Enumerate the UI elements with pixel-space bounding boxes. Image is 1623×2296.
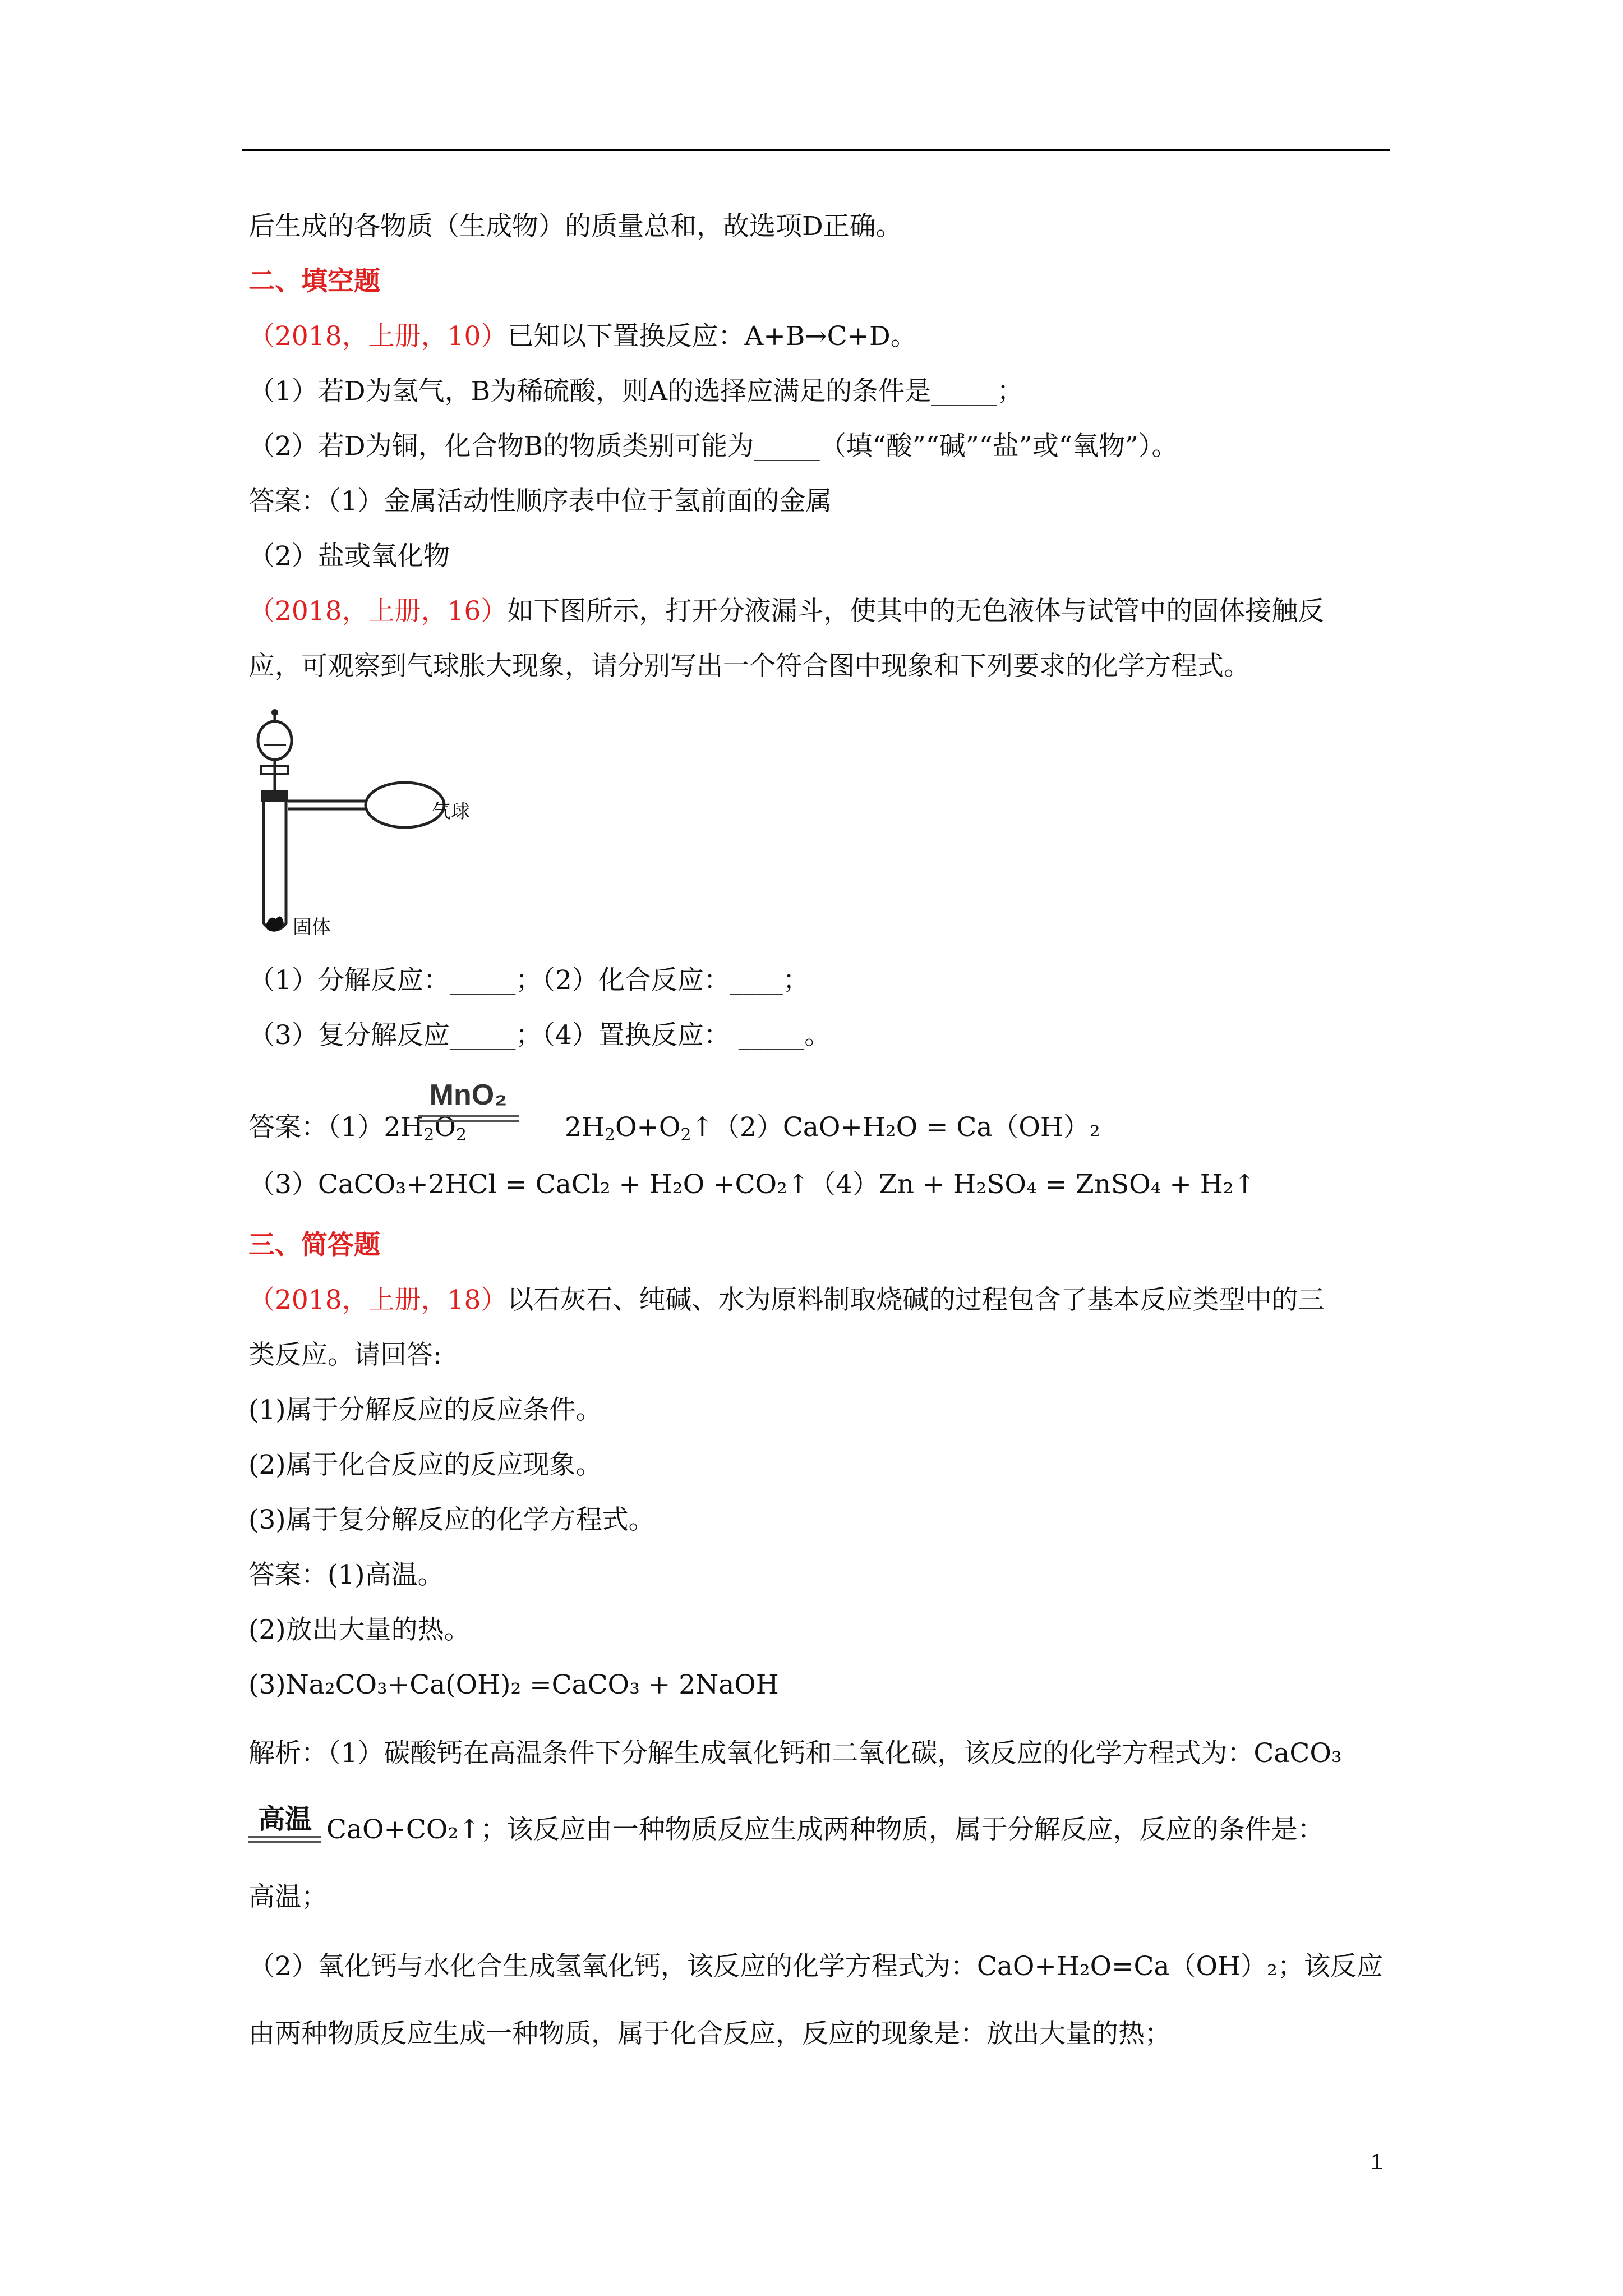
question-text: 已知以下置换反应：A+B→C+D。 (507, 321, 917, 352)
question-10 (248, 320, 917, 353)
apparatus-figure (247, 706, 494, 941)
answer-line: （3）CaCO₃+2HCl = CaCl₂ + H₂O +CO₂↑（4）Zn + H₂SO₄ = ZnSO₄ + H₂↑ (248, 1169, 1256, 1200)
explanation-line: 解析：（1）碳酸钙在高温条件下分解生成氧化钙和二氧化碳，该反应的化学方程式为：CaCO₃ (248, 1738, 1342, 1769)
solid-label: 固体 (293, 917, 331, 938)
page-number: 1 (1371, 2150, 1384, 2174)
explanation-line: CaO+CO₂↑；该反应由一种物质反应生成两种物质，属于分解反应，反应的条件是： (326, 1814, 1324, 1845)
text-line: 后生成的各物质（生成物）的质量总和，故选项D正确。 (248, 211, 902, 242)
source-tag: （2018，上册，16） (248, 596, 508, 627)
answer-prefix: 答案：（1）2H (248, 1112, 424, 1143)
explanation-line: 高温； (248, 1881, 328, 1912)
test-tube (264, 802, 286, 930)
question-text: 以石灰石、纯碱、水为原料制取烧碱的过程包含了基本反应类型中的三 (507, 1285, 1325, 1315)
explanation-line: 由两种物质反应生成一种物质，属于化合反应，反应的现象是：放出大量的热； (248, 2018, 1171, 2049)
header-rule (242, 149, 1390, 151)
question-18 (248, 1283, 1324, 1317)
answer-line: （2）盐或氧化物 (248, 541, 450, 572)
answer-line: 答案：(1)高温。 (248, 1559, 444, 1590)
text-line: （1）分解反应：_____；（2）化合反应：____； (248, 965, 809, 996)
text-line: 应，可观察到气球胀大现象，请分别写出一个符合图中现象和下列要求的化学方程式。 (248, 651, 1250, 682)
answer-part-2: （2）CaO+H₂O = Ca（OH）₂ (713, 1112, 1100, 1143)
text-line: （2）若D为铜，化合物B的物质类别可能为_____（填“酸”“碱”“盐”或“氧物”）。 (248, 431, 1178, 462)
text-line: 类反应。请回答: (248, 1340, 442, 1370)
reaction-condition-high-temp: 高温 (248, 1803, 321, 1843)
source-tag: （2018，上册，10） (248, 321, 508, 352)
text-line: (1)属于分解反应的反应条件。 (248, 1395, 602, 1425)
answer-line: 答案：$(1)2H_2O_2$ $2H_2O+O_2↑(2)CaO+H_2O = Ca(OH)_2$ (248, 1112, 1100, 1145)
answer-line: (3)Na₂CO₃+Ca(OH)₂ =CaCO₃ + 2NaOH (248, 1669, 779, 1700)
section-heading-short-answer: 三、简答题 (248, 1230, 380, 1260)
answer-line: 答案：（1）金属活动性顺序表中位于氢前面的金属 (248, 486, 832, 517)
question-text: 如下图所示，打开分液漏斗，使其中的无色液体与试管中的固体接触反 (507, 596, 1325, 627)
source-tag: （2018，上册，18） (248, 1285, 508, 1315)
funnel-bulb (258, 721, 292, 760)
question-16 (248, 595, 1324, 628)
text-line: （3）复分解反应_____；（4）置换反应： _____。 (248, 1020, 831, 1051)
stopper (261, 790, 288, 802)
answer-line: (2)放出大量的热。 (248, 1614, 471, 1645)
section-heading-fill-in: 二、填空题 (248, 266, 380, 297)
balloon-label: 气球 (432, 801, 470, 822)
explanation-line: （2）氧化钙与水化合生成氢氧化钙，该反应的化学方程式为：CaO+H₂O=Ca（OH）₂；该反应 (248, 1951, 1383, 1982)
text-line: （1）若D为氢气，B为稀硫酸，则A的选择应满足的条件是_____； (248, 376, 1023, 407)
text-line: (2)属于化合反应的反应现象。 (248, 1450, 602, 1480)
text-line: (3)属于复分解反应的化学方程式。 (248, 1504, 655, 1535)
reaction-condition-mno2: MnO₂ (418, 1077, 519, 1122)
